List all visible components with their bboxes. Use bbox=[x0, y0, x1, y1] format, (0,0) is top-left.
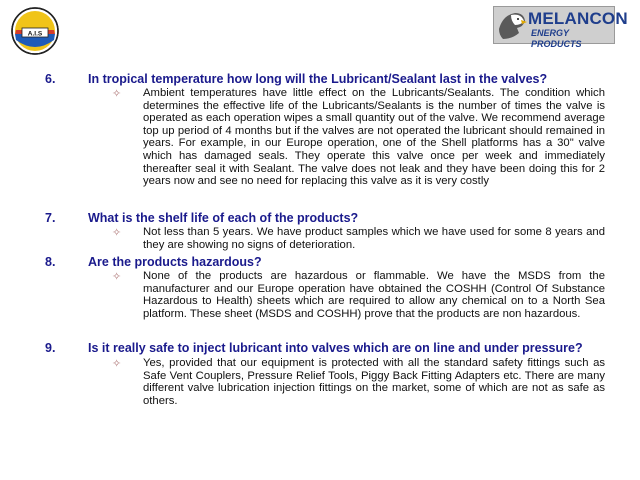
answer-text: Ambient temperatures have little effect on the Lubricants/Sealants. The condition which determines the effective life of the Lubricants/Sealants is the number of times the valve is operated as each operation wipes a small quantity out of the valve. We recommend average top up period of 4 months but if the valves are not operated the lubricant should remained in years. For example, in our Europe operation, one of the Shell platforms has a 30" valve which has damaged seals. They operate this valve once per week and immediately thereafter seal it with Sealant. The valve does not leak and they have been doing this for 2 years now and see no need for replacing this valve as it is very costly bbox=[143, 87, 605, 188]
question-text: In tropical temperature how long will the Lubricant/Sealant last in the valves? bbox=[88, 72, 548, 86]
question-number: 7. bbox=[45, 211, 56, 225]
diamond-bullet-icon: ✧ bbox=[112, 227, 122, 239]
answer-text: Not less than 5 years. We have product samples which we have used for some 8 years and they are showing no signs of deterioration. bbox=[143, 226, 605, 251]
diamond-bullet-icon: ✧ bbox=[112, 88, 122, 100]
question-text: What is the shelf life of each of the products? bbox=[88, 211, 359, 225]
question-text: Are the products hazardous? bbox=[88, 255, 262, 269]
diamond-bullet-icon: ✧ bbox=[112, 358, 122, 370]
logo-left-text: A.I.S bbox=[27, 30, 43, 38]
company-logo-left bbox=[10, 6, 60, 56]
question-number: 9. bbox=[45, 341, 56, 355]
brand-name: MELANCON bbox=[528, 9, 628, 28]
question-number: 6. bbox=[45, 72, 56, 86]
answer-text: Yes, provided that our equipment is protected with all the standard safety fittings such as Safe Vent Couplers, Pressure Relief Tools, Piggy Back Fitting Adapters etc. There are many different valve lubrication injection fittings on the market, some of which are not as safe as others. bbox=[143, 357, 605, 407]
eagle-icon bbox=[497, 9, 527, 43]
brand-subtitle: ENERGY PRODUCTS bbox=[531, 28, 582, 49]
diamond-bullet-icon: ✧ bbox=[112, 271, 122, 283]
melancon-logo bbox=[493, 6, 628, 49]
answer-text: None of the products are hazardous or flammable. We have the MSDS from the manufacturer and our Europe operation have obtained the COSHH (Control Of Substance Hazardous to Health) sheets which are required to allow any chemical on to a North Sea platform. These sheet (MSDS and COSHH) prove that the products are non hazardous. bbox=[143, 270, 605, 320]
question-text: Is it really safe to inject lubricant into valves which are on line and under pressure? bbox=[88, 341, 583, 355]
question-number: 8. bbox=[45, 255, 56, 269]
